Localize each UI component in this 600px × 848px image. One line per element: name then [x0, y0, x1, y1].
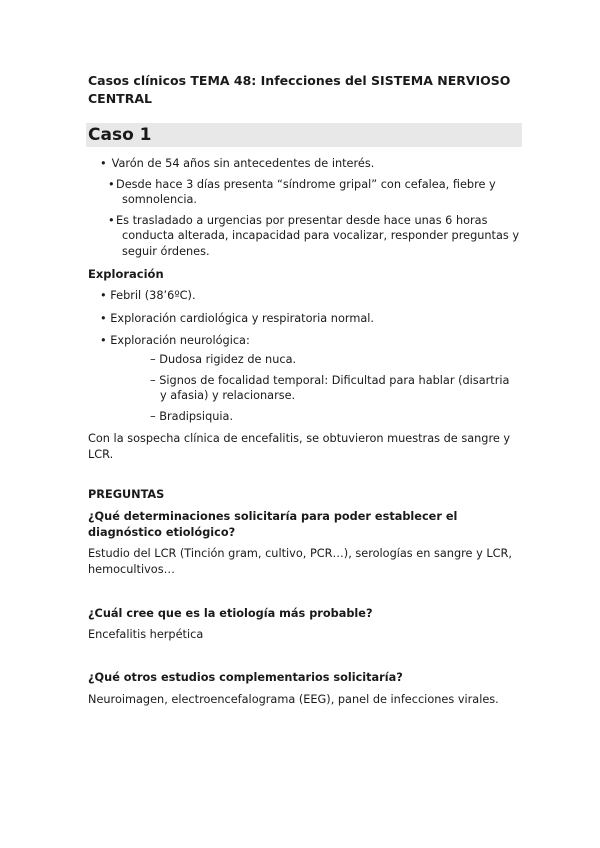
history-list [100, 156, 520, 264]
question-1: ¿Qué determinaciones solicitaría para poder establecer el diagnóstico etiológico? [88, 510, 458, 539]
bullet-icon: • [108, 177, 115, 191]
bullet-icon: • [100, 157, 107, 170]
document-title: Casos clínicos TEMA 48: Infecciones del SISTEMA NERVIOSO CENTRAL [88, 73, 511, 106]
neuro-finding-item: – Bradipsiquia. [150, 409, 234, 423]
case-heading: Caso 1 [86, 123, 522, 147]
answer-2: Encefalitis herpética [88, 628, 204, 641]
question-3: ¿Qué otros estudios complementarios solicitaría? [88, 671, 403, 684]
exploration-list [100, 288, 520, 356]
neuro-finding-item: – Dudosa rigidez de nuca. [150, 353, 297, 366]
history-item: •Es trasladado a urgencias por presentar desde hace unas 6 horas conducta alterada, incapacidad para vocalizar, responder preguntas y seguir órdenes. [108, 213, 520, 258]
questions-label: PREGUNTAS [88, 488, 165, 501]
dash-icon: – [150, 353, 160, 366]
question-2: ¿Cuál cree que es la etiología más probable? [88, 607, 373, 620]
dash-icon: – [150, 409, 160, 423]
history-item: • Varón de 54 años sin antecedentes de interés. [100, 157, 375, 170]
bullet-icon: • [108, 213, 115, 227]
neuro-finding-item: – Signos de focalidad temporal: Dificultad para hablar (disartria y afasia) y relacionarse. [150, 373, 510, 402]
bullet-icon: • [100, 334, 111, 347]
neuro-findings-list [138, 352, 518, 429]
history-item: •Desde hace 3 días presenta “síndrome gripal” con cefalea, fiebre y somnolencia. [108, 177, 496, 206]
exploration-label: Exploración [88, 267, 164, 281]
bullet-icon: • [100, 311, 111, 325]
summary-paragraph: Con la sospecha clínica de encefalitis, se obtuvieron muestras de sangre y LCR. [88, 432, 511, 461]
exploration-item: • Exploración cardiológica y respiratoria normal. [100, 311, 374, 325]
answer-3: Neuroimagen, electroencefalograma (EEG), panel de infecciones virales. [88, 693, 499, 706]
answer-1: Estudio del LCR (Tinción gram, cultivo, PCR…), serologías en sangre y LCR, hemocultivos… [88, 547, 512, 576]
dash-icon: – [150, 373, 160, 387]
exploration-item: • Febril (38’6ºC). [100, 289, 196, 302]
bullet-icon: • [100, 289, 111, 302]
exploration-item: • Exploración neurológica: [100, 334, 250, 347]
